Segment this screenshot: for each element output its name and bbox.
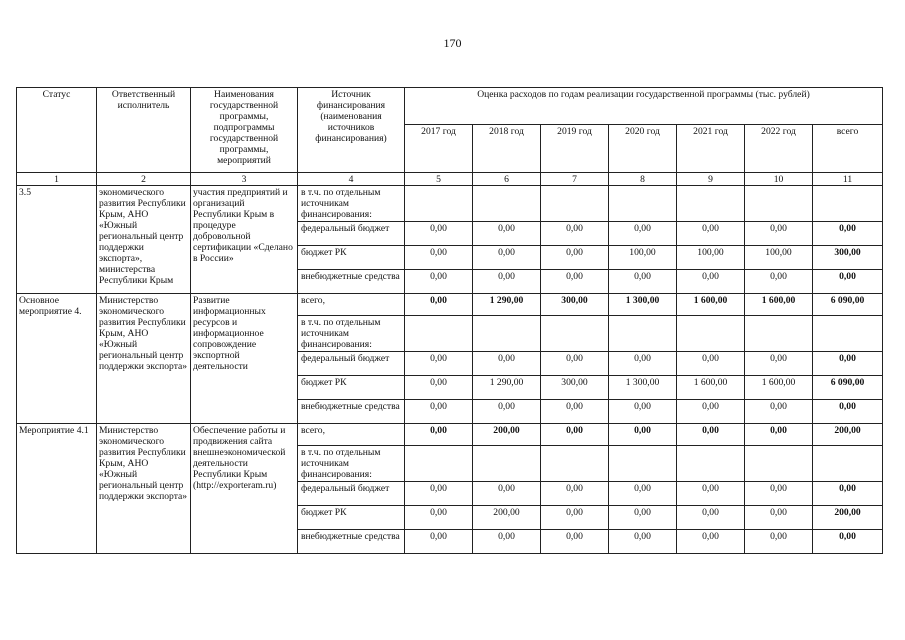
cell-value: 0,00 <box>609 482 677 506</box>
cell-total <box>813 186 883 222</box>
cell-value: 0,00 <box>609 400 677 424</box>
cell-value: 0,00 <box>405 294 473 316</box>
cell-value <box>405 186 473 222</box>
cell-value: 0,00 <box>677 352 745 376</box>
cell-value <box>405 316 473 352</box>
cell-value: 0,00 <box>541 482 609 506</box>
cell-source: в т.ч. по отдельным источникам финансирования: <box>298 446 405 482</box>
cell-value: 0,00 <box>405 246 473 270</box>
cell-value: 0,00 <box>745 506 813 530</box>
cell-value <box>677 446 745 482</box>
column-number: 10 <box>745 173 813 186</box>
cell-value <box>541 316 609 352</box>
cell-total: 0,00 <box>813 482 883 506</box>
cell-value <box>677 316 745 352</box>
cell-value: 0,00 <box>541 506 609 530</box>
cell-name: участия предприятий и организаций Республики Крым в процедуре добровольной сертификации «Сделано в России» <box>191 186 298 294</box>
cell-value: 0,00 <box>405 352 473 376</box>
column-number: 1 <box>17 173 97 186</box>
cell-value <box>609 316 677 352</box>
cell-value: 0,00 <box>609 424 677 446</box>
cell-value <box>473 316 541 352</box>
header-year: 2018 год <box>473 125 541 173</box>
header-costs: Оценка расходов по годам реализации государственной программы (тыс. рублей) <box>405 88 883 125</box>
cell-value: 0,00 <box>473 222 541 246</box>
cell-value: 200,00 <box>473 424 541 446</box>
cell-total: 0,00 <box>813 400 883 424</box>
cell-value: 0,00 <box>677 530 745 554</box>
cell-total: 200,00 <box>813 424 883 446</box>
cell-value: 0,00 <box>745 482 813 506</box>
cell-source: бюджет РК <box>298 376 405 400</box>
cell-source: внебюджетные средства <box>298 530 405 554</box>
cell-value <box>745 186 813 222</box>
cell-value: 0,00 <box>541 222 609 246</box>
cell-value: 0,00 <box>473 352 541 376</box>
cell-name: Развитие информационных ресурсов и информационное сопровождение экспортной деятельности <box>191 294 298 424</box>
cell-value <box>473 186 541 222</box>
header-executor: Ответственный исполнитель <box>97 88 191 173</box>
cell-value: 0,00 <box>745 352 813 376</box>
column-number: 9 <box>677 173 745 186</box>
header-source: Источник финансирования (наименования источников финансирования) <box>298 88 405 173</box>
cell-value: 0,00 <box>677 270 745 294</box>
cell-value <box>677 186 745 222</box>
cell-total <box>813 316 883 352</box>
cell-value: 1 600,00 <box>677 294 745 316</box>
cell-value: 0,00 <box>541 400 609 424</box>
column-number: 3 <box>191 173 298 186</box>
cell-value: 0,00 <box>745 222 813 246</box>
cell-total: 0,00 <box>813 352 883 376</box>
cell-value <box>609 186 677 222</box>
cell-value: 100,00 <box>609 246 677 270</box>
cell-value: 0,00 <box>405 222 473 246</box>
cell-value: 1 600,00 <box>745 376 813 400</box>
cell-executor: Министерство экономического развития Республики Крым, АНО «Южный региональный центр поддержки экспорта» <box>97 294 191 424</box>
header-year: 2021 год <box>677 125 745 173</box>
cell-value: 0,00 <box>405 506 473 530</box>
cell-total: 0,00 <box>813 222 883 246</box>
table-row <box>17 186 883 222</box>
cell-value: 100,00 <box>745 246 813 270</box>
cell-value: 0,00 <box>405 530 473 554</box>
cell-value: 0,00 <box>609 352 677 376</box>
cell-value: 0,00 <box>541 270 609 294</box>
cell-source: федеральный бюджет <box>298 222 405 246</box>
cell-value <box>473 446 541 482</box>
cell-value: 1 300,00 <box>609 294 677 316</box>
cell-value: 0,00 <box>745 424 813 446</box>
cell-status: 3.5 <box>17 186 97 294</box>
header-year: 2017 год <box>405 125 473 173</box>
cell-status: Мероприятие 4.1 <box>17 424 97 554</box>
cell-value: 300,00 <box>541 294 609 316</box>
cell-total: 0,00 <box>813 530 883 554</box>
cell-total: 200,00 <box>813 506 883 530</box>
cell-value: 0,00 <box>609 530 677 554</box>
column-number: 7 <box>541 173 609 186</box>
table-body <box>17 186 883 554</box>
cell-value: 1 290,00 <box>473 376 541 400</box>
cell-value: 0,00 <box>609 270 677 294</box>
cell-value <box>541 186 609 222</box>
cell-value <box>609 446 677 482</box>
cell-value: 0,00 <box>473 246 541 270</box>
cell-value: 0,00 <box>541 246 609 270</box>
header-status: Статус <box>17 88 97 173</box>
cell-value <box>745 446 813 482</box>
table-row <box>17 424 883 446</box>
column-number: 4 <box>298 173 405 186</box>
cell-status: Основное мероприятие 4. <box>17 294 97 424</box>
cell-value: 0,00 <box>541 352 609 376</box>
cell-value: 1 300,00 <box>609 376 677 400</box>
cell-value: 0,00 <box>473 482 541 506</box>
cell-value <box>745 316 813 352</box>
cell-value: 0,00 <box>745 270 813 294</box>
column-number: 11 <box>813 173 883 186</box>
column-number: 5 <box>405 173 473 186</box>
cell-value <box>405 446 473 482</box>
cell-source: всего, <box>298 424 405 446</box>
cell-value: 200,00 <box>473 506 541 530</box>
cell-total: 6 090,00 <box>813 294 883 316</box>
cell-value: 0,00 <box>473 270 541 294</box>
cell-executor: экономического развития Республики Крым, АНО «Южный региональный центр поддержки экспорта», министерства Республики Крым <box>97 186 191 294</box>
cell-source: в т.ч. по отдельным источникам финансирования: <box>298 186 405 222</box>
cell-value: 0,00 <box>473 400 541 424</box>
cell-value: 0,00 <box>609 506 677 530</box>
cell-value: 0,00 <box>677 482 745 506</box>
cell-source: бюджет РК <box>298 246 405 270</box>
cell-value: 0,00 <box>745 400 813 424</box>
cell-source: федеральный бюджет <box>298 352 405 376</box>
header-year: 2019 год <box>541 125 609 173</box>
cell-value: 0,00 <box>541 530 609 554</box>
header-total: всего <box>813 125 883 173</box>
header-year: 2020 год <box>609 125 677 173</box>
cell-total: 0,00 <box>813 270 883 294</box>
cell-value: 0,00 <box>405 424 473 446</box>
cell-value: 1 290,00 <box>473 294 541 316</box>
cell-value: 1 600,00 <box>677 376 745 400</box>
cell-value: 0,00 <box>609 222 677 246</box>
cell-source: бюджет РК <box>298 506 405 530</box>
cell-value: 0,00 <box>677 400 745 424</box>
cell-source: внебюджетные средства <box>298 270 405 294</box>
cell-value: 0,00 <box>677 222 745 246</box>
cell-value <box>541 446 609 482</box>
budget-table <box>16 87 883 554</box>
cell-name: Обеспечение работы и продвижения сайта внешнеэкономической деятельности Республики Крым (http://exporteram.ru) <box>191 424 298 554</box>
cell-value: 100,00 <box>677 246 745 270</box>
cell-value: 0,00 <box>405 400 473 424</box>
column-number: 6 <box>473 173 541 186</box>
cell-value: 0,00 <box>405 270 473 294</box>
cell-total: 6 090,00 <box>813 376 883 400</box>
column-number: 8 <box>609 173 677 186</box>
header-row-1 <box>17 88 883 125</box>
cell-total <box>813 446 883 482</box>
page-number: 170 <box>443 36 462 50</box>
cell-source: всего, <box>298 294 405 316</box>
header-year: 2022 год <box>745 125 813 173</box>
cell-value: 0,00 <box>473 530 541 554</box>
cell-value: 300,00 <box>541 376 609 400</box>
cell-value: 0,00 <box>677 506 745 530</box>
table-row <box>17 294 883 316</box>
column-number: 2 <box>97 173 191 186</box>
column-number-row <box>17 173 883 186</box>
cell-source: внебюджетные средства <box>298 400 405 424</box>
cell-value: 0,00 <box>405 376 473 400</box>
cell-value: 0,00 <box>541 424 609 446</box>
cell-source: федеральный бюджет <box>298 482 405 506</box>
cell-value: 0,00 <box>745 530 813 554</box>
header-name: Наименования государственной программы, подпрограммы государственной программы, мероприятий <box>191 88 298 173</box>
cell-total: 300,00 <box>813 246 883 270</box>
cell-value: 0,00 <box>677 424 745 446</box>
cell-value: 0,00 <box>405 482 473 506</box>
cell-source: в т.ч. по отдельным источникам финансирования: <box>298 316 405 352</box>
cell-value: 1 600,00 <box>745 294 813 316</box>
cell-executor: Министерство экономического развития Республики Крым, АНО «Южный региональный центр поддержки экспорта» <box>97 424 191 554</box>
